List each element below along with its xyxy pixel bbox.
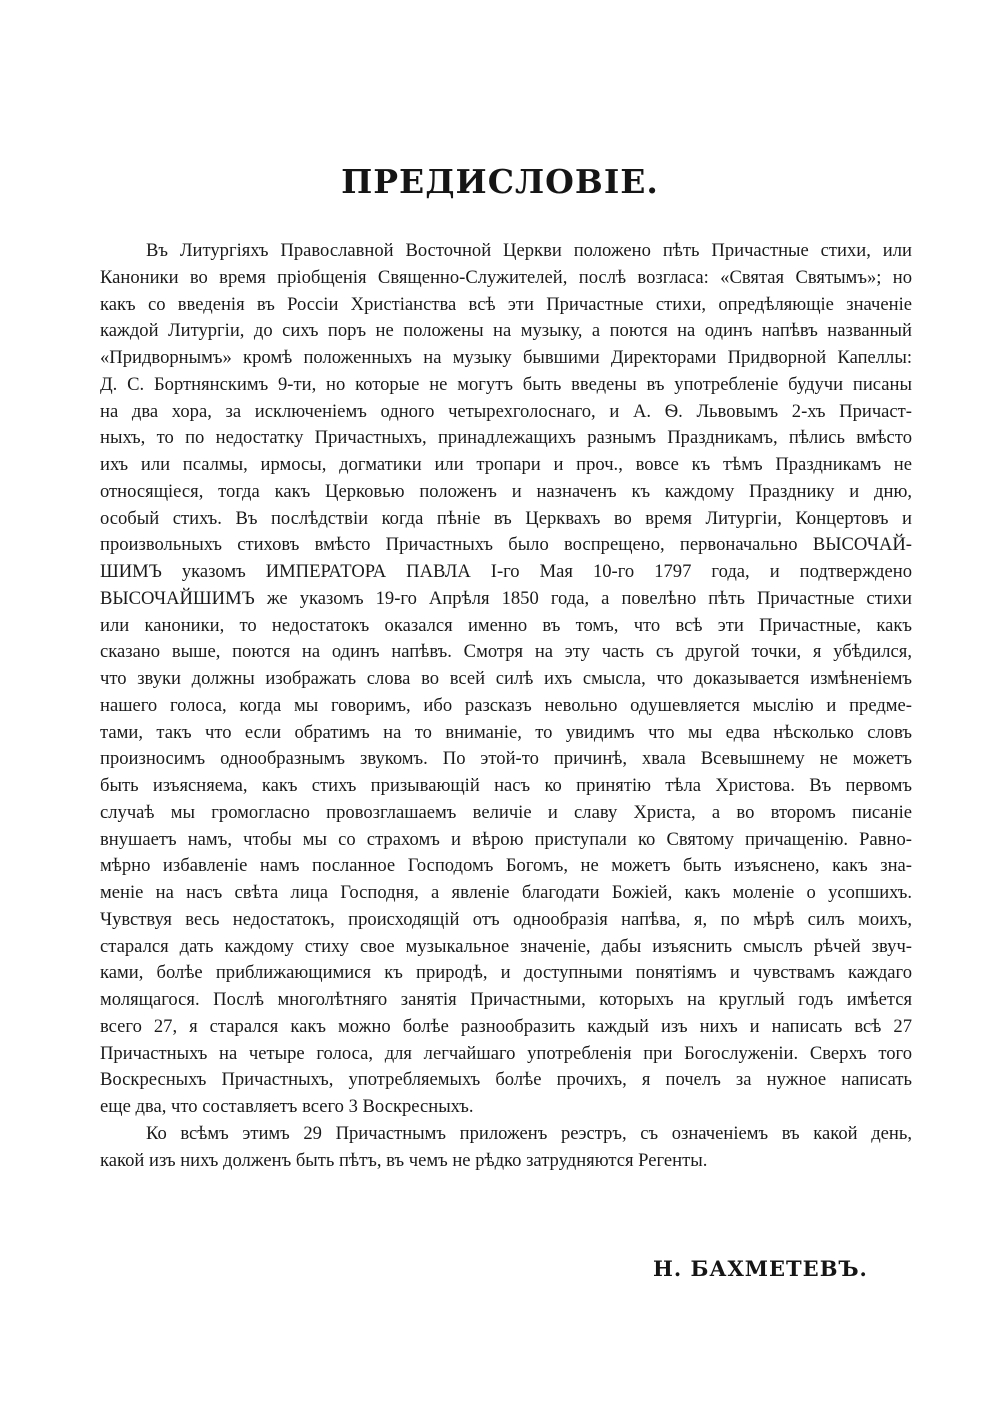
text-line: или каноники, то недостатокъ оказался именно въ томъ, что всѣ эти Причастные, какъ <box>100 614 912 636</box>
text-line: меніе на насъ свѣта лица Господня, а явленіе благодати Божіей, какъ моленіе о усопшихъ. <box>100 882 912 903</box>
text-line: Чувствуя весь недостатокъ, происходящій отъ однообразія напѣва, я, по мѣрѣ силъ моихъ, <box>100 908 912 930</box>
text-line: Ко всѣмъ этимъ 29 Причастнымъ приложенъ реэстръ, съ означеніемъ въ какой день, <box>146 1122 912 1144</box>
text-line: быть изъясняема, какъ стихъ призывающій насъ ко принятію тѣла Христова. Въ первомъ <box>100 775 912 796</box>
text-line: старался дать каждому стиху свое музыкальное значеніе, дабы изъяснить смыслъ рѣчей звуч- <box>100 935 912 957</box>
text-line: мѣрно избавленіе намъ посланное Господомъ Богомъ, не можетъ быть изъяснено, какъ зна- <box>100 855 912 877</box>
preface-body <box>100 238 912 1174</box>
text-line: произносимъ однообразнымъ звукомъ. По этой-то причинѣ, хвала Всевышнему не можетъ <box>100 748 912 770</box>
text-line: относящіеся, тогда какъ Церковью положенъ и назначенъ къ каждому Празднику и дню, <box>100 480 912 502</box>
text-line: какой изъ нихъ долженъ быть пѣтъ, въ чемъ не рѣдко затрудняются Регенты. <box>100 1149 708 1171</box>
text-line: нашего голоса, когда мы говоримъ, ибо разсказъ невольно одушевляется мыслію и предме- <box>100 694 912 716</box>
paragraph-2 <box>100 1121 912 1175</box>
text-line: каждой Литургіи, до сихъ поръ не положены на музыку, а поются на одинъ напѣвъ названный <box>100 320 912 342</box>
text-line: ныхъ, то по недостатку Причастныхъ, принадлежащихъ разнымъ Праздникамъ, пѣлись вмѣсто <box>100 427 912 449</box>
text-line: Канoники во время пріобщенія Священно-Служителей, послѣ возгласа: «Святая Святымъ»; но <box>100 266 912 288</box>
text-line: всего 27, я старался какъ можно болѣе разнообразить каждый изъ нихъ и написать всѣ 27 <box>100 1015 912 1037</box>
text-line: ками, болѣе приближающимися къ природѣ, и доступными понятіямъ и чувствамъ каждаго <box>100 962 912 984</box>
text-line: на два хора, за исключеніемъ одного четырехголоснаго, и А. Ѳ. Львовымъ 2-хъ Причаст- <box>100 400 912 422</box>
text-line: тами, такъ что если обратимъ на то вниманіе, то увидимъ что мы едва нѣсколько словъ <box>100 721 912 743</box>
text-line: какъ со введенія въ Россіи Христіанства всѣ эти Причастные стихи, опредѣляющіе значеніе <box>100 293 912 315</box>
text-line: Причастныхъ на четыре голоса, для легчайшаго употребленія при Богослуженіи. Сверхъ того <box>100 1042 912 1064</box>
text-line: Въ Литургіяхъ Православной Восточной Церкви положено пѣть Причастные стихи, или <box>146 240 912 261</box>
text-line: случаѣ мы громогласно провозглашаемъ величіе и славу Христа, а во второмъ писаніе <box>100 801 912 823</box>
text-line: ВЫСОЧАЙШИМЪ же указомъ 19-го Апрѣля 1850 года, а повелѣно пѣть Причастные стихи <box>100 587 912 609</box>
text-line: еще два, что составляетъ всего 3 Воскресныхъ. <box>100 1096 474 1117</box>
text-line: Воскресныхъ Причастныхъ, употребляемыхъ болѣе прочихъ, я почелъ за нужное написать <box>100 1069 912 1091</box>
paragraph-1 <box>100 238 912 1121</box>
text-line: ШИМЪ указомъ ИМПЕРАТОРА ПАВЛА I-го Мая 10-го 1797 года, и подтверждено <box>100 561 912 582</box>
text-line: особый стихъ. Въ послѣдствіи когда пѣніе въ Церквахъ во время Литургіи, Концертовъ и <box>100 507 912 529</box>
text-line: молящагося. Послѣ многолѣтняго занятія Причастными, которыхъ на круглый годъ имѣется <box>100 989 912 1010</box>
text-line: произвольныхъ стиховъ вмѣсто Причастныхъ было воспрещено, первоначально ВЫСОЧАЙ- <box>100 534 912 556</box>
author-signature: Н. БАХМЕТЕВЪ. <box>653 1256 868 1281</box>
text-line: Д. С. Бортнянскимъ 9-ти, но которые не могутъ быть введены въ употребленіе будучи писаны <box>100 373 912 395</box>
text-line: ихъ или псалмы, ирмосы, догматики или тропари и проч., вовсе къ тѣмъ Праздникамъ не <box>100 454 912 475</box>
text-line: сказано выше, поются на одинъ напѣвъ. Смотря на эту часть съ другой точки, я убѣдился, <box>100 641 912 663</box>
page-title: ПРЕДИСЛОВІЕ. <box>341 162 659 201</box>
text-line: «Придворнымъ» кромѣ положенныхъ на музыку бывшими Директорами Придворной Капеллы: <box>100 347 912 368</box>
text-line: что звуки должны изображать слова во всей силѣ ихъ смысла, что доказывается измѣненіемъ <box>100 668 912 689</box>
text-line: внушаетъ намъ, чтобы мы со страхомъ и вѣрою приступали ко Святому причащенію. Равно- <box>100 828 912 850</box>
